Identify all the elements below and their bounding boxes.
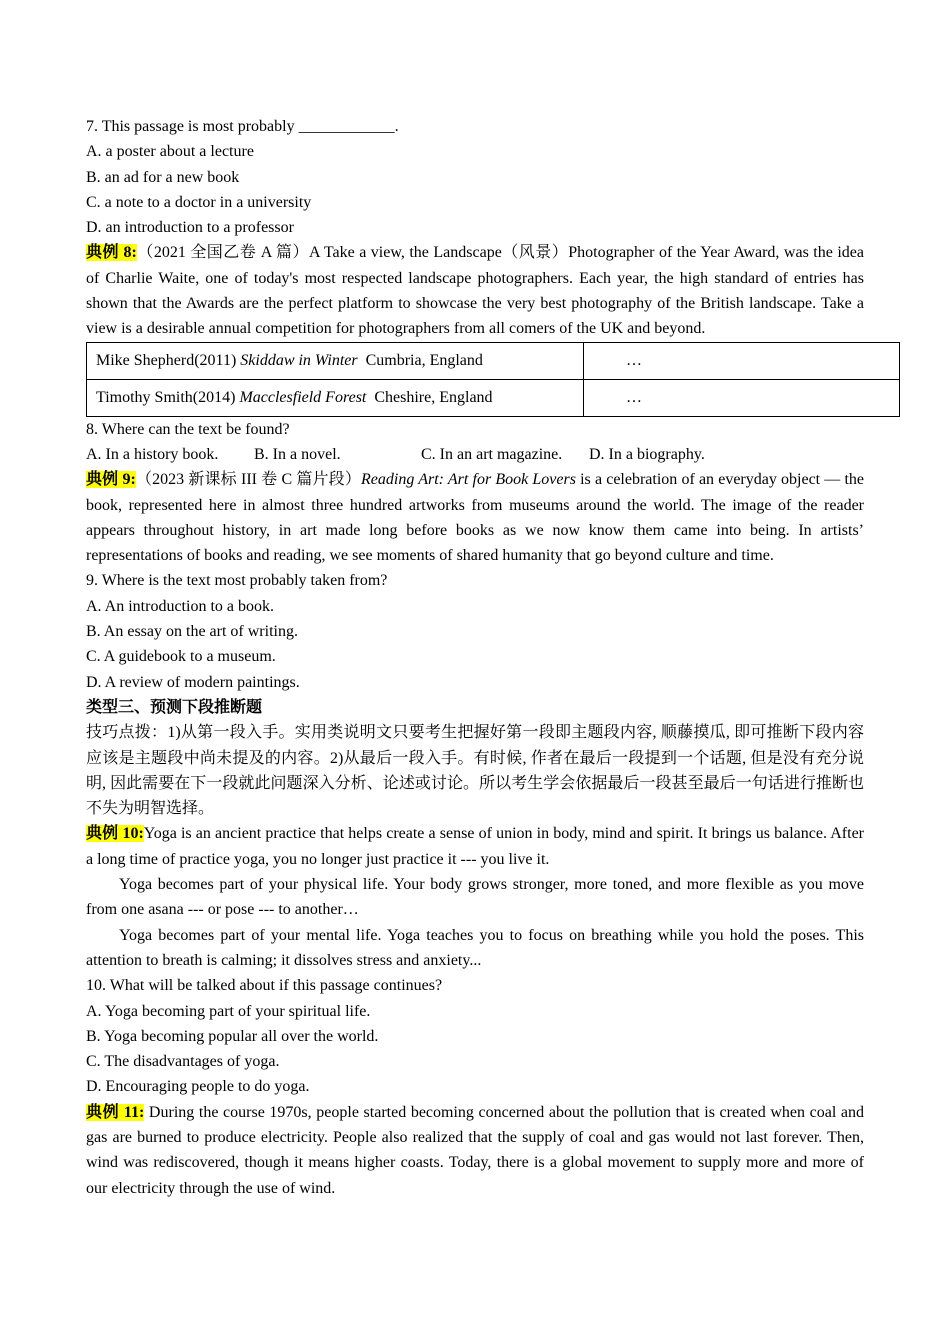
photo-place: Cheshire, England bbox=[374, 388, 493, 406]
q7-option-a: A. a poster about a lecture bbox=[86, 143, 254, 161]
photo-place: Cumbria, England bbox=[365, 351, 483, 369]
example-9-book-title: Reading Art: Art for Book Lovers bbox=[361, 471, 576, 489]
q8-option-b: B. In a novel. bbox=[254, 445, 341, 463]
example-11-label: 典例 11: bbox=[86, 1103, 145, 1121]
example-10-label: 典例 10: bbox=[86, 825, 144, 843]
question-10-stem: 10. What will be talked about if this passage continues? bbox=[86, 977, 443, 995]
document-page bbox=[86, 114, 864, 1201]
section-heading: 类型三、预测下段推断题 bbox=[86, 698, 263, 716]
question-8-stem: 8. Where can the text be found? bbox=[86, 420, 290, 438]
example-10-paragraph-3: Yoga becomes part of your mental life. Yoga teaches you to focus on breathing while you hold the poses. This attention to breath is calming; it dissolves stress and anxiety... bbox=[86, 926, 864, 969]
q7-option-b: B. an ad for a new book bbox=[86, 168, 240, 186]
photographer-name: Mike Shepherd(2011) bbox=[96, 351, 237, 369]
example-9-label: 典例 9: bbox=[86, 471, 136, 489]
q10-option-c: C. The disadvantages of yoga. bbox=[86, 1053, 280, 1071]
q8-option-c: C. In an art magazine. bbox=[421, 445, 563, 463]
example-9-passage bbox=[86, 467, 864, 568]
q9-option-c: C. A guidebook to a museum. bbox=[86, 648, 276, 666]
q10-option-d: D. Encouraging people to do yoga. bbox=[86, 1078, 310, 1096]
example-8-passage bbox=[86, 240, 864, 341]
q9-option-b: B. An essay on the art of writing. bbox=[86, 623, 298, 641]
example-11-passage bbox=[86, 1100, 864, 1201]
q10-option-a: A. Yoga becoming part of your spiritual life. bbox=[86, 1002, 371, 1020]
example-10-text-1: Yoga is an ancient practice that helps create a sense of union in body, mind and spirit. It brings us balance. After a long time of practice yoga, you no longer just practice it --- you live it. bbox=[86, 825, 864, 868]
example-8-text: （2021 全国乙卷 A 篇）A Take a view, the Landscape（风景）Photographer of the Year Award, was the idea of Charlie Waite, one of today's most respected landscape photographers. Each year, the high standard of entries has shown that the Awards are the perfect platform to showcase the very best photography of the British landscape. Take a view is a desirable annual competition for photographers from all comers of the UK and beyond. bbox=[86, 244, 864, 338]
question-8-options bbox=[86, 442, 864, 467]
photo-award-table bbox=[86, 342, 900, 417]
example-9-text: is a celebration of an everyday object — the book, represented here in almost three hundred artworks from museums around the world. The image of the reader appears throughout history, in art made long before books as we now know them came into being. In artists’ representations of books and reading, we see moments of shared humanity that go beyond culture and time. bbox=[86, 471, 864, 565]
q7-option-d: D. an introduction to a professor bbox=[86, 219, 294, 237]
q8-option-d: D. In a biography. bbox=[589, 445, 705, 463]
q7-option-c: C. a note to a doctor in a university bbox=[86, 193, 312, 211]
table-cell bbox=[87, 342, 584, 379]
example-10-paragraph-2: Yoga becomes part of your physical life. Your body grows stronger, more toned, and more flexible as you move from one asana --- or pose --- to another… bbox=[86, 876, 864, 919]
example-8-label: 典例 8: bbox=[86, 244, 137, 262]
question-7-stem: 7. This passage is most probably ____________. bbox=[86, 118, 399, 135]
table-cell bbox=[87, 379, 584, 416]
technique-tip: 技巧点拨：1)从第一段入手。实用类说明文只要考生把握好第一段即主题段内容, 顺藤摸瓜, 即可推断下段内容应该是主题段中尚未提及的内容。2)从最后一段入手。有时候, 作者在最后一段提到一个话题, 但是没有充分说明, 因此需要在下一段就此问题深入分析、论述或讨论。所以考生学会依据最后一段甚至最后一句话进行推断也不失为明智选择。 bbox=[86, 724, 864, 818]
q10-option-b: B. Yoga becoming popular all over the world. bbox=[86, 1027, 379, 1045]
table-row bbox=[87, 379, 900, 416]
photographer-name: Timothy Smith(2014) bbox=[96, 388, 236, 406]
table-row bbox=[87, 342, 900, 379]
example-10-paragraph-1 bbox=[86, 821, 864, 872]
q9-option-a: A. An introduction to a book. bbox=[86, 597, 274, 615]
example-9-source: （2023 新课标 III 卷 C 篇片段） bbox=[135, 471, 362, 489]
question-9-stem: 9. Where is the text most probably taken from? bbox=[86, 572, 388, 590]
photo-title: Macclesfield Forest bbox=[239, 388, 367, 406]
q9-option-d: D. A review of modern paintings. bbox=[86, 673, 300, 691]
table-cell-ellipsis: … bbox=[584, 379, 900, 416]
table-cell-ellipsis: … bbox=[584, 342, 900, 379]
photo-title: Skiddaw in Winter bbox=[240, 351, 358, 369]
q8-option-a: A. In a history book. bbox=[86, 445, 219, 463]
example-11-text: During the course 1970s, people started becoming concerned about the pollution that is created when coal and gas are burned to produce electricity. People also realized that the supply of coal and gas would not last forever. Then, wind was rediscovered, though it means higher coasts. Today, there is a global movement to supply more and more of our electricity through the use of wind. bbox=[86, 1103, 864, 1197]
